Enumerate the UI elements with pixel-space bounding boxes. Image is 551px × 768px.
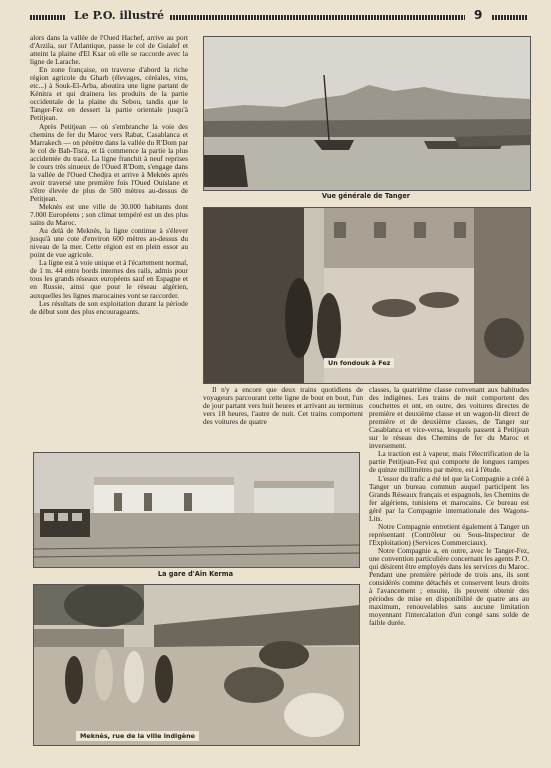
paragraph: En zone française, on traverse d'abord la riche région agricole du Gharb (élevages, céréales, vins, etc...) à Souk-El-Arba, aboutira une ligne partant de Kénitra et qui drainera les produits de la partie occidentale de la plaine du Sebou, tandis que le Tanger-Fez en dessert la partie orientale jusqu'à Petitjean. bbox=[30, 65, 188, 123]
photo-meknes bbox=[33, 584, 360, 746]
paragraph: Notre Compagnie entretient également à Tanger un représentant (Contrôleur ou Sous-Inspecteur de l'Exploitation) (Services Commerciaux). bbox=[369, 521, 529, 547]
header-rule-right bbox=[170, 15, 465, 20]
paragraph: Notre Compagnie a, en outre, avec le Tanger-Fez, une convention particulière concernant les agents P. O. qui désirent être employés dans les services du Maroc. Pendant une première période de trois ans, ils sont considérés comme détachés et conservent leurs droits à l'avancement ; ensuite, ils peuvent obtenir des périodes de mise en disponibilité de quatre ans au maximum, renouvelables sans aucune limitation moyennant l'intercalation d'un congé sans solde de faible durée. bbox=[369, 545, 529, 628]
caption-tanger: Vue générale de Tanger bbox=[321, 192, 411, 200]
left-column bbox=[30, 34, 188, 316]
header-rule-left bbox=[30, 15, 66, 20]
paragraph: Après Petitjean — où s'embranche la voie des chemins de fer du Maroc vers Rabat, Casablanca et Marrakech — on pénètre dans la vallée du R'Dom par le col de Bab-Tisra, et là commence la partie la plus accidentée du tracé. La ligne franchit à neuf reprises le cours très sinueux de l'Oued R'Dom, s'engage dans la vallée de l'Oued Chedjra et arrive à Meknès après avoir traversé une première fois l'Oued Ouislane et s'être élevée de plus de 500 mètres au-dessus de Petitjean. bbox=[30, 121, 188, 203]
magazine-title: Le P.O. illustré bbox=[74, 9, 165, 22]
caption-meknes: Meknès, rue de la ville indigène bbox=[76, 731, 199, 741]
photo-fondouk bbox=[203, 207, 531, 384]
paragraph: classes, la quatrième classe convenant aux habitudes des indigènes. Les trains de nuit comportent des couchettes et ont, en outre, des voitures directes de première et deuxième classe et un wagon-lit direct de première et de deuxième classes, de Tanger sur Casablanca et vice-versa, lesquels passent à Petitjean sur le réseau des Chemins de fer du Maroc et inversement. bbox=[369, 385, 529, 451]
paragraph: La traction est à vapeur, mais l'électrification de la partie Petitjean-Fez qui comporte de longues rampes de quinze millimètres par mètre, est à l'étude. bbox=[369, 449, 529, 475]
photo-tanger bbox=[203, 36, 531, 191]
photo-gare bbox=[33, 452, 360, 568]
caption-fondouk: Un fondouk à Fez bbox=[324, 358, 394, 368]
right-column bbox=[369, 386, 529, 627]
caption-gare: La gare d'Aïn Kerma bbox=[157, 570, 234, 578]
paragraph: La ligne est à voie unique et à l'écartement normal, de 1 m. 44 entre bords internes des rails, admis pour tous les grands réseaux européens sauf en Espagne et en Russie, ainsi que pour le réseau algérien, auxquelles les lignes marocaines vont se raccorder. bbox=[30, 258, 188, 300]
paragraph: Les résultats de son exploitation durant la période de début sont des plus encourageants. bbox=[30, 298, 188, 316]
middle-column bbox=[203, 386, 363, 426]
paragraph: Au delà de Meknès, la ligne continue à s'élever jusqu'à une cote d'environ 600 mètres au-dessus du niveau de la mer. Cette région est en plein essor au point de vue agricole. bbox=[30, 226, 188, 260]
page-number: 9 bbox=[474, 8, 483, 22]
paragraph: L'essor du trafic a été tel que la Compagnie a créé à Tanger un bureau commun auquel participent les Grands Réseaux français et espagnols, les Chemins de fer algériens, tunisiens et marocains. Ce bureau est géré par la Compagnie internationale des Wagons-Lits. bbox=[369, 473, 529, 523]
header-rule-end bbox=[492, 15, 528, 20]
paragraph: Il n'y a encore que deux trains quotidiens de voyageurs parcourant cette ligne de bout en bout, l'un de jour partant vers huit heures et arrivant au terminus vers 18 heures, l'autre de nuit. Cet trains comportent des voitures de quatre bbox=[203, 385, 363, 427]
paragraph: Meknès est une ville de 30.000 habitants dont 7.000 Européens ; son climat tempéré est un des plus sains du Maroc. bbox=[30, 201, 188, 228]
paragraph: alors dans la vallée de l'Oued Hachef, arrive au port d'Arzila, sur l'Atlantique, passe le col de Guialef et atteint la plaine d'El Ksar où elle se raccorde avec la ligne de Larache. bbox=[30, 33, 188, 67]
